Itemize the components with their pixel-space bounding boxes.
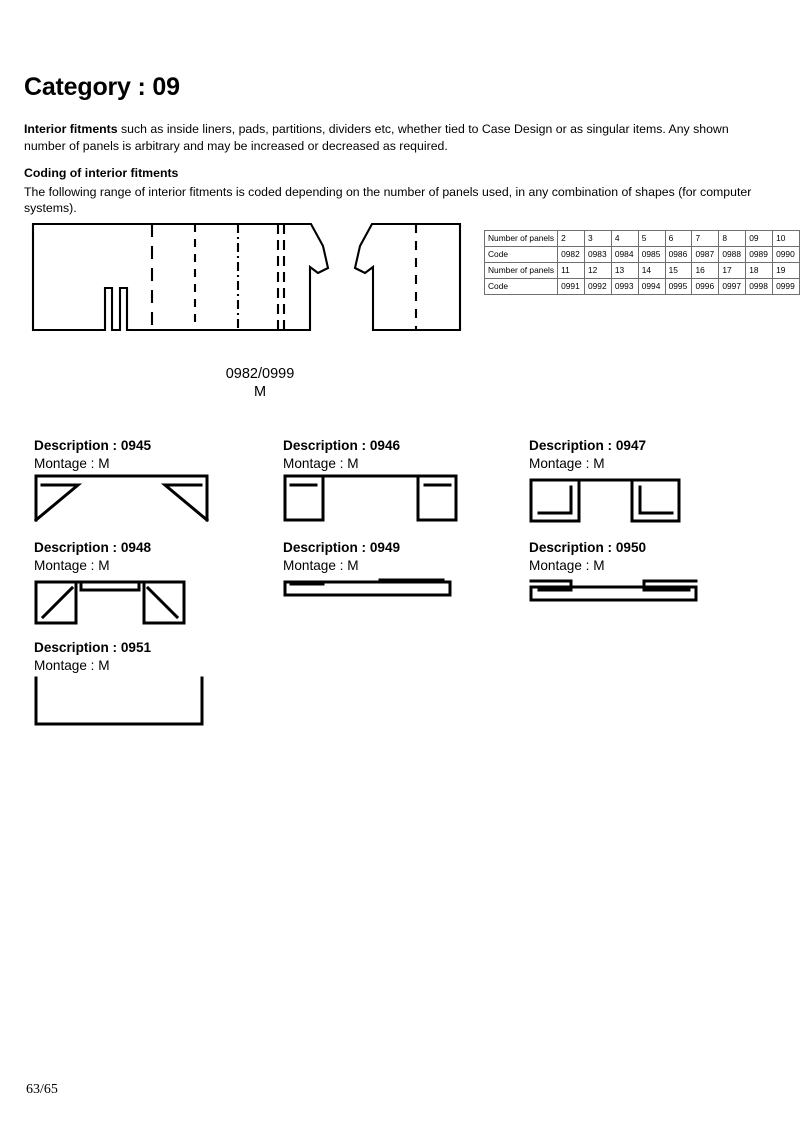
panels-r2-c5: 15 — [665, 263, 692, 279]
panels-r2-c4: 14 — [638, 263, 665, 279]
table-row — [485, 247, 800, 263]
coding-body-text: The following range of interior fitments is coded depending on the number of panels used, in any combination of shapes (for computer systems). — [24, 184, 752, 215]
panels-r1-c8: 09 — [746, 231, 773, 247]
panels-r2-c3: 13 — [611, 263, 638, 279]
panels-r2-c6: 16 — [692, 263, 719, 279]
shape-0948 — [34, 576, 209, 626]
item-0948-montage: Montage : M — [34, 558, 110, 573]
shape-0947-left-inner-L — [539, 487, 571, 513]
code-r1-c1: 0982 — [558, 247, 585, 263]
table-row — [485, 231, 800, 247]
shape-0950 — [529, 576, 704, 604]
item-0945-description: Description : 0945 — [34, 438, 152, 453]
panels-r1-c6: 7 — [692, 231, 719, 247]
shape-0948-right-diagonal — [148, 588, 177, 617]
item-0950 — [529, 539, 704, 604]
item-0950-description: Description : 0950 — [529, 540, 647, 555]
panels-r2-c8: 18 — [746, 263, 773, 279]
panels-r1-c7: 8 — [719, 231, 746, 247]
page-title: Category : 09 — [24, 73, 180, 101]
panels-r1-c2: 3 — [584, 231, 611, 247]
code-r1-c9: 0990 — [773, 247, 800, 263]
item-0951-description: Description : 0951 — [34, 640, 152, 655]
diagram-caption-montage: M — [253, 384, 267, 400]
coding-heading: Coding of interior fitments — [24, 166, 179, 180]
item-0945 — [34, 437, 209, 524]
panels-r1-c1: 2 — [558, 231, 585, 247]
code-r2-c6: 0996 — [692, 279, 719, 295]
item-0947-description: Description : 0947 — [529, 438, 647, 453]
shape-0947 — [529, 474, 704, 524]
item-0946 — [283, 437, 458, 524]
item-0948-description: Description : 0948 — [34, 540, 152, 555]
shape-0949 — [283, 576, 458, 600]
item-0950-montage: Montage : M — [529, 558, 605, 573]
code-r2-c2: 0992 — [584, 279, 611, 295]
item-0948 — [34, 539, 209, 626]
table-row — [485, 263, 800, 279]
panels-r1-c9: 10 — [773, 231, 800, 247]
item-0951 — [34, 639, 209, 728]
shape-0947-right-inner-L — [640, 487, 672, 513]
diagram-caption — [180, 365, 340, 401]
code-r2-c3: 0993 — [611, 279, 638, 295]
item-0949-description: Description : 0949 — [283, 540, 401, 555]
shape-0946-outline — [285, 476, 456, 520]
table-row — [485, 279, 800, 295]
code-r1-c7: 0988 — [719, 247, 746, 263]
panel-layout-diagram — [20, 220, 480, 335]
code-r1-c8: 0989 — [746, 247, 773, 263]
shape-0947-outline — [531, 480, 679, 521]
page-footer: 63/65 — [26, 1082, 58, 1097]
item-0945-montage: Montage : M — [34, 456, 110, 471]
row-label-code-2: Code — [485, 279, 558, 295]
shape-0951 — [34, 676, 209, 728]
panels-r1-c4: 5 — [638, 231, 665, 247]
code-r2-c1: 0991 — [558, 279, 585, 295]
panels-r1-c3: 4 — [611, 231, 638, 247]
code-r2-c4: 0994 — [638, 279, 665, 295]
item-0946-montage: Montage : M — [283, 456, 359, 471]
item-0949-montage: Montage : M — [283, 558, 359, 573]
intro-paragraph — [24, 121, 768, 154]
code-r1-c2: 0983 — [584, 247, 611, 263]
code-r1-c3: 0984 — [611, 247, 638, 263]
row-label-panels-1: Number of panels — [485, 231, 558, 247]
item-0947 — [529, 437, 704, 524]
intro-body-text: such as inside liners, pads, partitions, dividers etc, whether tied to Case Design or as singular items. Any shown number of panels is arbitrary and may be increased or decreased as required. — [24, 122, 729, 153]
right-blank-outline — [355, 224, 460, 330]
item-0946-description: Description : 0946 — [283, 438, 401, 453]
code-r2-c5: 0995 — [665, 279, 692, 295]
item-0949 — [283, 539, 458, 600]
panels-r2-c1: 11 — [558, 263, 585, 279]
shape-0945-right-diagonal — [165, 485, 207, 520]
panels-r2-c7: 17 — [719, 263, 746, 279]
code-r1-c4: 0985 — [638, 247, 665, 263]
panels-r1-c5: 6 — [665, 231, 692, 247]
panel-code-table — [484, 230, 800, 295]
shape-0945 — [34, 474, 209, 524]
code-r1-c5: 0986 — [665, 247, 692, 263]
code-r2-c7: 0997 — [719, 279, 746, 295]
intro-lead-term: Interior fitments — [24, 122, 118, 136]
item-0947-montage: Montage : M — [529, 456, 605, 471]
panels-r2-c9: 19 — [773, 263, 800, 279]
row-label-code-1: Code — [485, 247, 558, 263]
shape-0951-outline — [36, 678, 202, 724]
diagram-caption-code: 0982/0999 — [225, 366, 295, 382]
code-r2-c8: 0998 — [746, 279, 773, 295]
shape-0945-left-diagonal — [36, 485, 78, 520]
shape-0946 — [283, 474, 458, 524]
item-0951-montage: Montage : M — [34, 658, 110, 673]
shape-0948-left-diagonal — [43, 588, 72, 617]
code-r2-c9: 0999 — [773, 279, 800, 295]
code-r1-c6: 0987 — [692, 247, 719, 263]
row-label-panels-2: Number of panels — [485, 263, 558, 279]
coding-paragraph — [24, 165, 768, 217]
panels-r2-c2: 12 — [584, 263, 611, 279]
